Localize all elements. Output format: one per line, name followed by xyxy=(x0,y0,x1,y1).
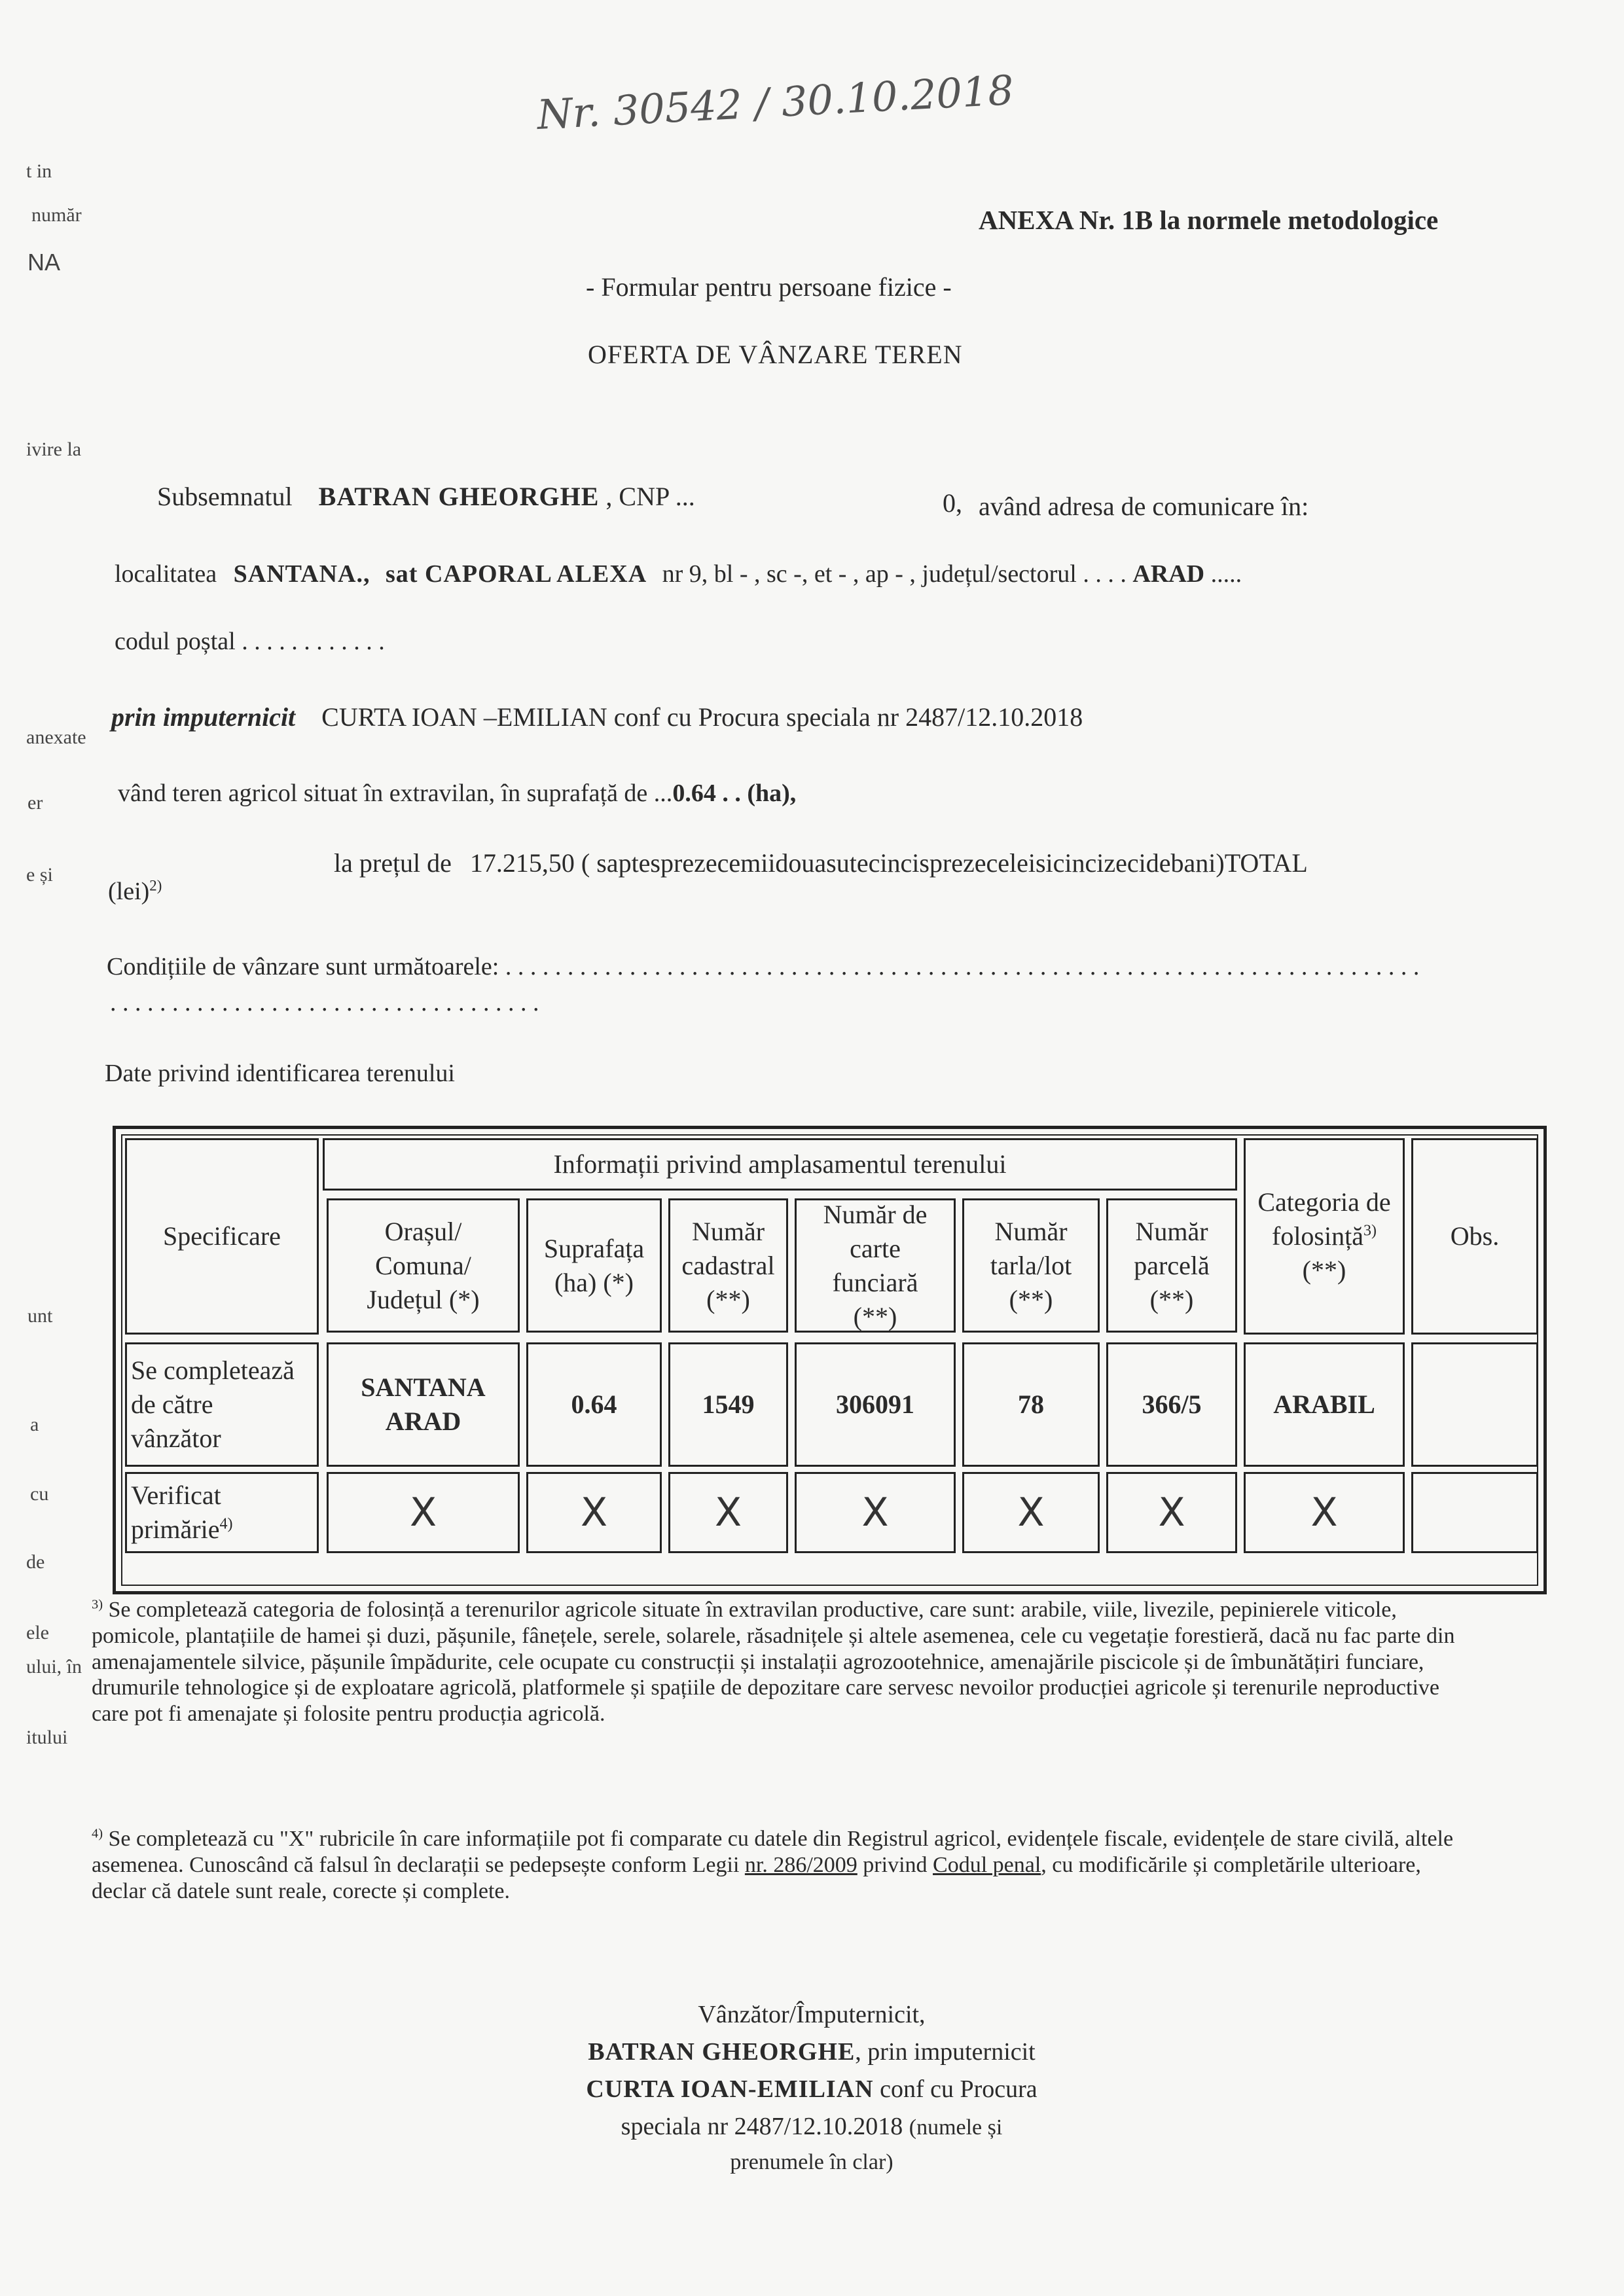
margin-text: er xyxy=(27,792,43,814)
margin-text: a xyxy=(30,1414,39,1435)
proxy-text: CURTA IOAN –EMILIAN conf cu Procura speciala nr 2487/12.10.2018 xyxy=(321,702,1083,732)
locality-value: SANTANA., xyxy=(233,560,370,588)
cnp-last-digit: 0, xyxy=(943,488,962,518)
margin-text: e și xyxy=(26,864,53,886)
col-specification xyxy=(125,1138,319,1335)
margin-text: cu xyxy=(30,1483,49,1505)
footnote-4-text-c: , cu modificările și completările ulterioare, declar că datele sunt reale, corecte și complete. xyxy=(92,1852,1421,1903)
area-value: 0.64 . . (ha), xyxy=(672,780,797,807)
check-mark: X xyxy=(327,1472,520,1553)
margin-text: itului xyxy=(26,1727,68,1748)
footnote-4-text-b: privind xyxy=(863,1852,928,1877)
row-verify-label xyxy=(125,1472,319,1553)
price-value: 17.215,50 ( saptesprezecemiidouasutecincisprezeceleisicincizecidebani)TOTAL xyxy=(469,848,1308,878)
col-header-text: Număr tarla/lot (**) xyxy=(990,1216,1072,1314)
identification-heading: Date privind identificarea terenului xyxy=(105,1060,455,1087)
law-reference: nr. 286/2009 xyxy=(744,1852,857,1877)
col-cadastral xyxy=(668,1198,788,1333)
sale-line xyxy=(118,779,796,808)
address-rest: nr 9, bl - , sc -, et - , ap - , județul/sectorul . . . . xyxy=(662,560,1127,588)
proxy-line xyxy=(111,702,1083,732)
signature-procura-note: (numele și xyxy=(909,2115,1003,2140)
signature-seller-tail: , prin imputernicit xyxy=(855,2038,1036,2066)
footnote-4 xyxy=(92,1826,1479,1904)
col-header-text: Număr parcelă (**) xyxy=(1134,1216,1210,1314)
proxy-label: prin imputernicit xyxy=(111,702,296,732)
signature-proxy: CURTA IOAN-EMILIAN xyxy=(586,2075,874,2103)
group-header-text: Informații privind amplasamentul terenului xyxy=(553,1149,1007,1179)
subsemnatul-label: Subsemnatul xyxy=(157,482,293,511)
col-header-text: Suprafața (ha) (*) xyxy=(543,1233,645,1297)
check-mark: X xyxy=(1106,1472,1237,1553)
check-mark: X xyxy=(795,1472,956,1553)
sale-conditions: Condițiile de vânzare sunt următoarele: . . . . . . . . . . . . . . . . . . . . . . . . . . . . . . . . . . . . . . . . . . . . . . . . . . . . . . . . . . . . . . . . . . . . . . . . . . xyxy=(107,953,1420,980)
signature-role: Vânzător/Împuternicit, xyxy=(698,2001,926,2028)
footnote-3 xyxy=(92,1597,1479,1727)
check-mark: X xyxy=(526,1472,662,1553)
seller-name: BATRAN GHEORGHE xyxy=(318,482,600,511)
county-value: ARAD xyxy=(1132,560,1205,588)
currency-label xyxy=(108,877,162,906)
table-cell: ARABIL xyxy=(1244,1342,1405,1467)
table-inner-border xyxy=(121,1134,1538,1586)
table-cell: 0.64 xyxy=(526,1342,662,1467)
footnote-4-text: Se completează cu "X" rubricile în care informațiile pot fi comparate cu datele din Registrul agricol, evidențele fiscale, evidențele de stare civilă, altele asemenea. Cunoscând că falsul în declarații se pedepsește conform Legii xyxy=(92,1827,1454,1877)
declaration-line-1 xyxy=(157,481,695,512)
category-header-tail: (**) xyxy=(1302,1255,1346,1285)
table-cell xyxy=(1411,1342,1538,1467)
col-land-book xyxy=(795,1198,956,1333)
margin-text: ului, în xyxy=(26,1656,82,1677)
annex-title: ANEXA Nr. 1B la normele metodologice xyxy=(979,205,1439,235)
location-group-header xyxy=(323,1138,1237,1191)
table-cell: 1549 xyxy=(668,1342,788,1467)
currency-text: (lei) xyxy=(108,878,150,905)
check-mark: X xyxy=(1244,1472,1405,1553)
col-observations xyxy=(1411,1138,1538,1335)
penal-code-reference: Codul penal xyxy=(933,1852,1041,1877)
row-seller-label xyxy=(125,1342,319,1467)
check-mark: X xyxy=(668,1472,788,1553)
cnp-label: , CNP ... xyxy=(605,482,695,511)
table-cell: SANTANA ARAD xyxy=(327,1342,520,1467)
footnote-mark: 4) xyxy=(92,1826,103,1841)
postal-code-line: codul poștal . . . . . . . . . . . . xyxy=(115,628,385,655)
signature-procura-note-2: prenumele în clar) xyxy=(730,2150,893,2174)
document-title: OFERTA DE VÂNZARE TEREN xyxy=(588,340,963,369)
col-parcel xyxy=(1106,1198,1237,1333)
check-mark xyxy=(1411,1472,1538,1553)
col-locality xyxy=(327,1198,520,1333)
form-type: - Formular pentru persoane fizice - xyxy=(586,272,952,302)
footnote-ref: 4) xyxy=(219,1515,233,1533)
check-mark: X xyxy=(962,1472,1100,1553)
margin-text: anexate xyxy=(26,726,86,748)
locality-label: localitatea xyxy=(115,560,217,588)
margin-text: ivire la xyxy=(26,439,82,460)
col-header-text: Orașul/ Comuna/ Județul (*) xyxy=(367,1216,480,1314)
footnote-mark: 3) xyxy=(92,1597,103,1612)
village-value: sat CAPORAL ALEXA xyxy=(386,560,647,588)
margin-text: t in xyxy=(26,160,52,182)
county-dots: ..... xyxy=(1210,560,1242,588)
sale-conditions-continued: . . . . . . . . . . . . . . . . . . . . . . . . . . . . . . . . . . . xyxy=(110,989,539,1016)
table-cell: 78 xyxy=(962,1342,1100,1467)
col-tarla-lot xyxy=(962,1198,1100,1333)
land-identification-table xyxy=(113,1126,1547,1594)
row-label-text: Se completează de către vânzător xyxy=(131,1355,295,1453)
margin-text: ele xyxy=(26,1622,49,1643)
col-obs-text: Obs. xyxy=(1450,1221,1500,1251)
signature-seller: BATRAN GHEORGHE xyxy=(588,2038,856,2066)
address-line xyxy=(115,560,1242,588)
margin-text: NA xyxy=(27,249,61,276)
signature-procura: speciala nr 2487/12.10.2018 xyxy=(621,2113,903,2140)
margin-text: unt xyxy=(27,1305,53,1327)
signature-block xyxy=(484,1996,1139,2179)
category-header-text: Categoria de folosință xyxy=(1257,1187,1391,1251)
footnote-ref: 3) xyxy=(1363,1222,1377,1240)
table-cell: 306091 xyxy=(795,1342,956,1467)
col-area xyxy=(526,1198,662,1333)
row-label-text: Verificat primărie xyxy=(131,1480,221,1544)
col-header-text: Număr cadastral (**) xyxy=(681,1216,775,1314)
col-use-category xyxy=(1244,1138,1405,1335)
footnote-ref: 2) xyxy=(149,877,162,894)
footnote-3-text: Se completează categoria de folosință a terenurilor agricole situate în extravilan productive, care sunt: arabile, viile, livezile, pepinierele viticole, pomicole, plantațiile de hamei și duzi, pășunile, fânețele, serele, solarele, răsadnițele și altele asemenea, cele cu vegetație forestieră, dacă nu fac parte din amenajamentele silvice, pășunile împădurite, cele ocupate cu construcții și instalații agrozootehnice, amenajările piscicole și de îmbunătățiri funciare, drumurile tehnologice și de exploatare agricolă, platformele și spațiile de depozitare care servesc nevoilor producției agricole și terenurile neproductive care pot fi amenajate și folosite pentru producția agricolă. xyxy=(92,1598,1455,1727)
address-intro: având adresa de comunicare în: xyxy=(979,492,1309,521)
table-cell: 366/5 xyxy=(1106,1342,1237,1467)
handwritten-registration: Nr. 30542 / 30.10.2018 xyxy=(535,65,1015,139)
signature-proxy-tail: conf cu Procura xyxy=(880,2075,1038,2103)
col-spec-text: Specificare xyxy=(163,1221,281,1251)
price-label: la prețul de xyxy=(334,848,452,878)
sale-text: vând teren agricol situat în extravilan, în suprafață de ... xyxy=(118,780,673,807)
margin-text: număr xyxy=(31,204,82,226)
margin-text: de xyxy=(26,1551,45,1573)
price-line xyxy=(334,848,1308,878)
col-header-text: Număr de carte funciară (**) xyxy=(823,1199,928,1331)
